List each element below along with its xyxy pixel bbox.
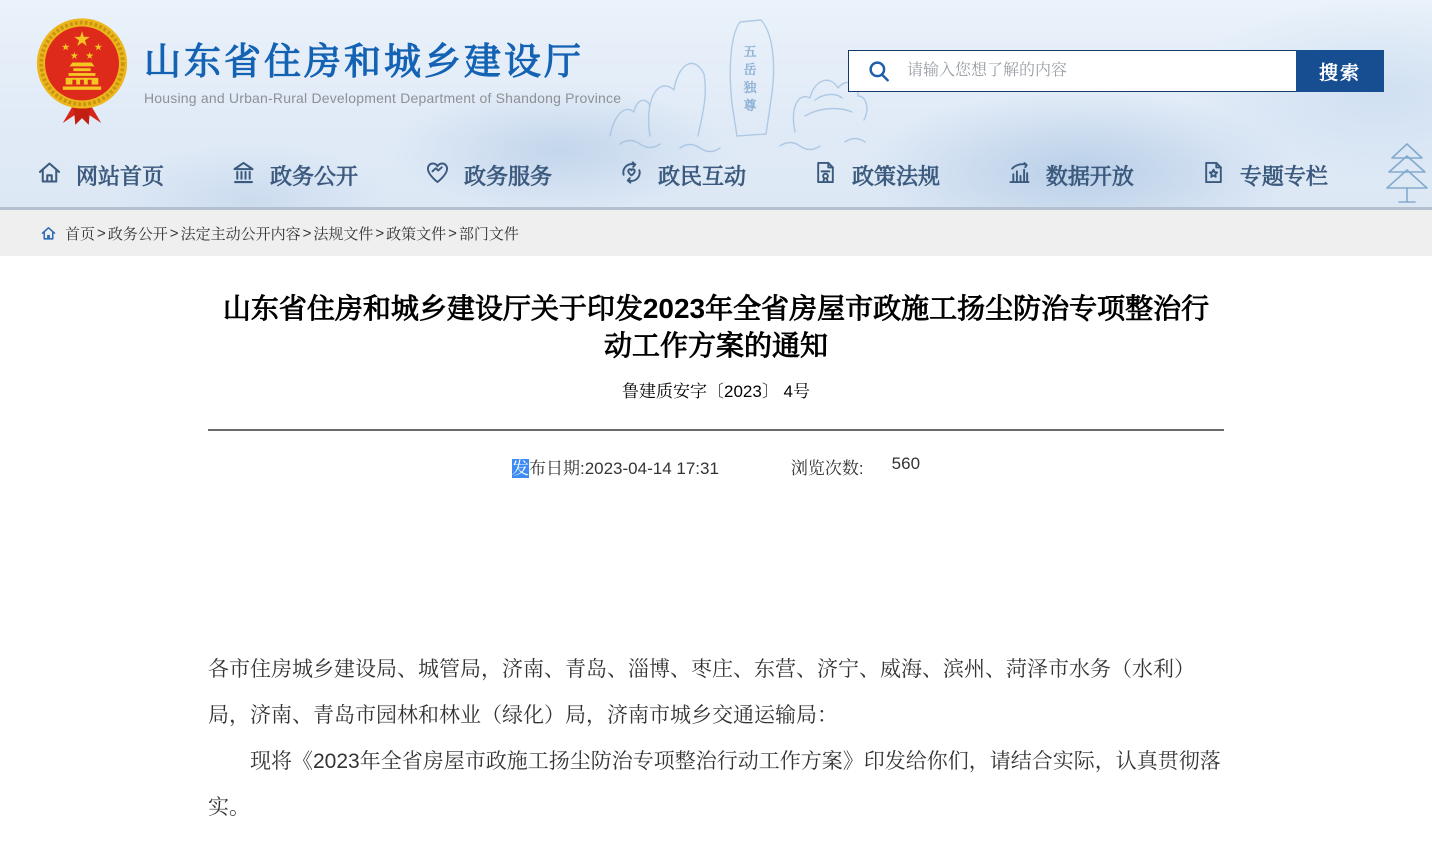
nav-item-policies-regulations[interactable] [812, 159, 940, 192]
handshake-heart-icon [424, 159, 451, 192]
nav-item-public-interaction[interactable] [618, 159, 746, 192]
nav-label: 数据开放 [1045, 164, 1134, 189]
site-title: 山东省住房和城乡建设厅 [144, 40, 584, 82]
publish-date: 发布日期:2023-04-14 17:31 [511, 459, 719, 478]
nav-item-gov-services[interactable] [424, 159, 552, 192]
home-icon [36, 159, 63, 192]
svg-text:独: 独 [743, 80, 757, 95]
nav-label: 政务公开 [269, 164, 358, 189]
breadcrumb-item-regulation-files[interactable]: 法规文件 [313, 225, 374, 243]
views-label: 浏览次数: [790, 459, 864, 478]
breadcrumb-home-icon[interactable] [40, 225, 57, 242]
article-paragraph: 各市住房城乡建设局、城管局，济南、青岛、淄博、枣庄、东营、济宁、威海、滨州、菏泽市水务（水利）局，济南、青岛市园林和林业（绿化）局，济南市城乡交通运输局： [208, 658, 1195, 727]
nav-item-home[interactable] [36, 159, 164, 192]
title-divider [208, 429, 1224, 431]
svg-text:五: 五 [743, 44, 757, 59]
nav-item-special-columns[interactable] [1200, 159, 1328, 192]
article-title: 山东省住房和城乡建设厅关于印发2023年全省房屋市政施工扬尘防治专项整治行动工作方案的通知 [222, 293, 1210, 361]
breadcrumb-separator: > [97, 224, 106, 242]
breadcrumb-item-policy-files[interactable]: 政策文件 [386, 225, 447, 243]
document-number: 鲁建质安字〔2023〕 4号 [622, 382, 810, 401]
article-body [208, 647, 1224, 831]
nav-item-gov-disclosure[interactable] [230, 159, 358, 192]
main-navigation [0, 147, 1432, 204]
breadcrumb [0, 210, 1432, 256]
nav-item-open-data[interactable] [1006, 159, 1134, 192]
nav-label: 政务服务 [463, 164, 552, 189]
views-count: 560 [891, 454, 921, 473]
nav-label: 专题专栏 [1239, 164, 1328, 189]
breadcrumb-item-home[interactable]: 首页 [65, 225, 96, 243]
interaction-heart-icon [618, 159, 645, 192]
bar-chart-icon [1006, 159, 1033, 192]
national-emblem-logo[interactable] [34, 12, 130, 136]
nav-label: 政民互动 [657, 164, 746, 189]
policy-document-icon [812, 159, 839, 192]
article-content [208, 256, 1224, 831]
star-document-icon [1200, 159, 1227, 192]
breadcrumb-separator: > [302, 224, 312, 242]
svg-text:尊: 尊 [743, 98, 757, 113]
site-search [848, 50, 1384, 92]
site-subtitle-english: Housing and Urban-Rural Development Department of Shandong Province [144, 90, 622, 107]
breadcrumb-separator: > [169, 224, 179, 242]
site-identity [144, 41, 621, 107]
breadcrumb-item-statutory-disclosure[interactable]: 法定主动公开内容 [180, 225, 301, 243]
search-button[interactable]: 搜索 [1296, 50, 1384, 92]
government-building-icon [230, 159, 257, 192]
nav-label: 网站首页 [76, 164, 165, 189]
selected-text-highlight: 发 [511, 459, 529, 478]
breadcrumb-item-department-files[interactable]: 部门文件 [458, 225, 519, 243]
breadcrumb-item-gov-disclosure[interactable]: 政务公开 [107, 225, 168, 243]
search-input[interactable] [848, 50, 1296, 92]
nav-label: 政策法规 [851, 164, 940, 189]
breadcrumb-separator: > [448, 224, 457, 242]
search-icon [866, 58, 892, 89]
site-header [0, 0, 1432, 207]
svg-text:岳: 岳 [743, 62, 757, 77]
header-top-row [0, 0, 1432, 147]
breadcrumb-separator: > [375, 224, 385, 242]
article-meta-row [208, 454, 1224, 479]
article-paragraph: 现将《2023年全省房屋市政施工扬尘防治专项整治行动工作方案》印发给你们，请结合实际，认真贯彻落实。 [208, 750, 1221, 819]
